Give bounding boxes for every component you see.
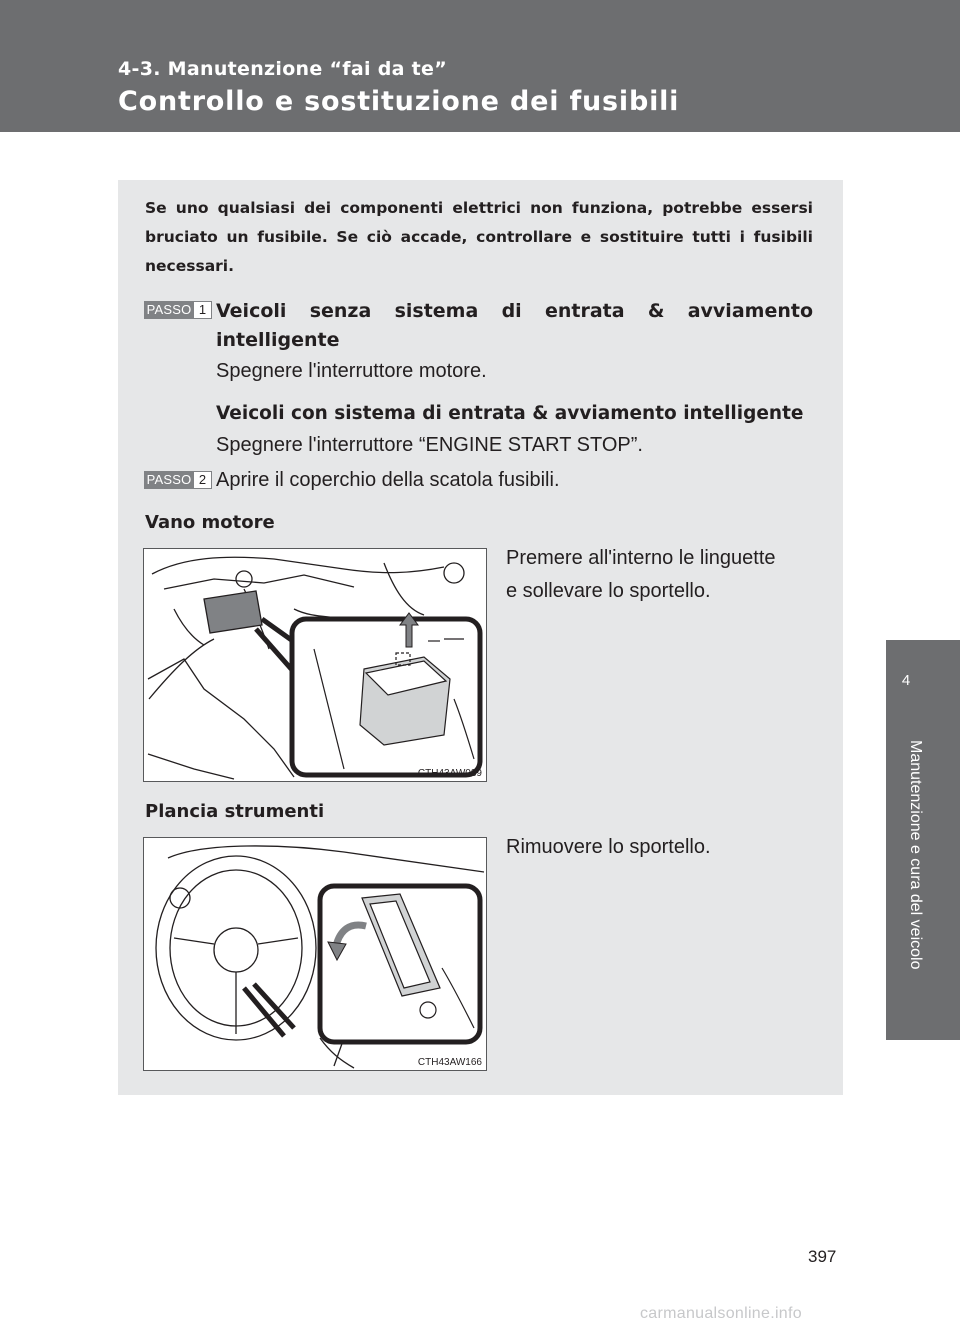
engine-bay-illustration xyxy=(143,548,487,782)
chapter-number: 4 xyxy=(901,672,911,689)
engine-bay-heading: Vano motore xyxy=(145,512,275,533)
step-2-text: Aprire il coperchio della scatola fusibili. xyxy=(216,469,560,491)
dashboard-caption: Rimuovere lo sportello. xyxy=(506,836,711,858)
step-1-text-a: Spegnere l'interruttore motore. xyxy=(216,360,487,382)
chapter-label: Manutenzione e cura del veicolo xyxy=(907,740,924,970)
engine-bay-drawing xyxy=(144,549,486,781)
page-title: Controllo e sostituzione dei fusibili xyxy=(118,86,680,117)
engine-bay-caption-line2: e sollevare lo sportello. xyxy=(506,580,711,602)
step-badge-number: 2 xyxy=(194,472,211,488)
step-1-heading-a-line2: intelligente xyxy=(216,329,340,351)
figure-code: CTH43AW166 xyxy=(417,1057,482,1068)
content-box xyxy=(118,180,843,1095)
page-number: 397 xyxy=(808,1247,837,1266)
intro-paragraph: Se uno qualsiasi dei componenti elettrici non funziona, potrebbe essersi bruciato un fusibile. Se ciò accade, controllare e sostituire tutti i fusibili necessari. xyxy=(145,199,813,275)
step-1-badge xyxy=(144,301,212,319)
chapter-tab xyxy=(886,640,960,1040)
engine-bay-caption-line1: Premere all'interno le linguette xyxy=(506,547,776,569)
step-1-heading-a-line1: Veicoli senza sistema di entrata & avviamento xyxy=(216,300,813,322)
step-badge-word: PASSO xyxy=(146,302,192,317)
step-2-badge xyxy=(144,471,212,489)
dashboard-drawing xyxy=(144,838,486,1070)
step-badge-number: 1 xyxy=(194,302,211,318)
step-1-heading-b: Veicoli con sistema di entrata & avviamento intelligente xyxy=(216,403,804,424)
dashboard-illustration xyxy=(143,837,487,1071)
step-badge-word: PASSO xyxy=(146,472,192,487)
step-1-text-b: Spegnere l'interruttore “ENGINE START STOP”. xyxy=(216,434,643,456)
figure-code: CTH43AW039 xyxy=(417,768,482,779)
page-header xyxy=(0,0,960,132)
section-label: 4-3. Manutenzione “fai da te” xyxy=(118,58,447,80)
dashboard-heading: Plancia strumenti xyxy=(145,801,325,822)
watermark: carmanualsonline.info xyxy=(640,1305,802,1322)
